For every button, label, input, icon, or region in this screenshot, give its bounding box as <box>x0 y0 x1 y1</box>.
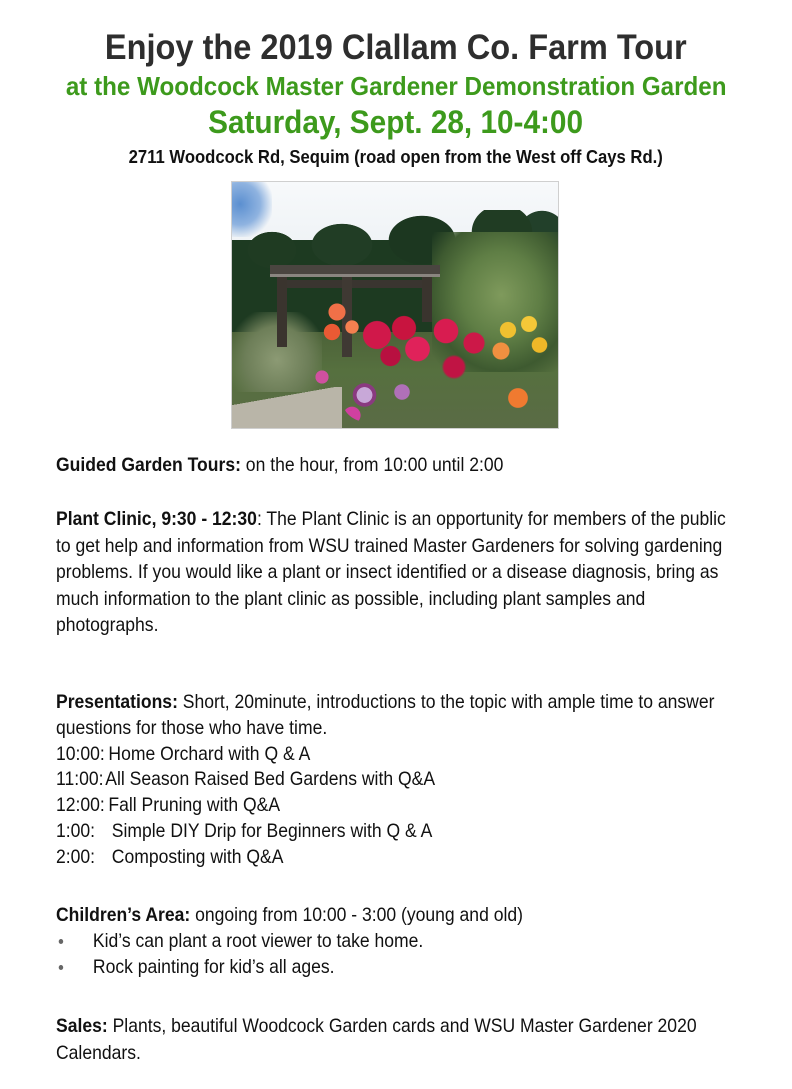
bullet-icon <box>59 965 64 970</box>
schedule-time: 12:00: <box>56 794 105 817</box>
garden-photo <box>231 181 559 429</box>
section-sales <box>56 1013 756 1066</box>
childrens-area-text: ongoing from 10:00 - 3:00 (young and old) <box>190 904 523 926</box>
schedule-topic: All Season Raised Bed Gardens with Q&A <box>105 768 436 791</box>
sales-text: Plants, beautiful Woodcock Garden cards and WSU Master Gardener 2020 Calendars. <box>56 1015 697 1064</box>
event-date-text: Saturday, Sept. 28, 10-4:00 <box>208 104 584 140</box>
event-address <box>0 146 792 168</box>
guided-tours-text: on the hour, from 10:00 until 2:00 <box>240 454 504 476</box>
schedule-time: 10:00: <box>56 742 105 765</box>
venue-subtitle-text: at the Woodcock Master Gardener Demonstration Garden <box>65 71 727 101</box>
section-childrens-area <box>56 902 756 980</box>
schedule-row <box>56 793 736 819</box>
schedule-row <box>56 767 736 793</box>
photo-yellow-dahlias <box>487 312 557 372</box>
event-title <box>0 28 792 68</box>
bullet-text: Kid’s can plant a root viewer to take home. <box>92 930 424 952</box>
schedule-time: 2:00: <box>56 845 96 868</box>
presentation-schedule <box>56 742 736 871</box>
plant-clinic-heading: Plant Clinic, 9:30 - 12:30 <box>56 508 257 530</box>
section-guided-tours <box>56 452 756 479</box>
photo-pergola-roof <box>270 265 440 277</box>
schedule-row <box>56 742 736 768</box>
bullet-item <box>56 954 736 980</box>
schedule-row <box>56 845 736 871</box>
section-plant-clinic <box>56 506 756 639</box>
presentations-heading: Presentations: <box>56 691 178 713</box>
photo-magenta-dahlia <box>307 362 337 392</box>
venue-subtitle <box>0 71 792 102</box>
plant-clinic-text: : The Plant Clinic is an opportunity for members of the public to get help and information from WSU trained Master Gardeners for solving gardening problems. If you would like a plant or insect identified or a disease diagnosis, bring as much information to the plant clinic as possible, including plant samples and photographs. <box>56 508 726 636</box>
photo-purple-dahlia <box>382 377 422 407</box>
bullet-text: Rock painting for kid’s all ages. <box>92 956 335 978</box>
bullet-icon <box>59 939 64 944</box>
sales-heading: Sales: <box>56 1015 108 1037</box>
schedule-time: 1:00: <box>56 819 96 842</box>
event-date <box>0 104 792 141</box>
photo-pergola-post <box>277 277 287 347</box>
schedule-topic: Fall Pruning with Q&A <box>108 794 281 817</box>
bullet-item <box>56 928 736 954</box>
photo-pergola-beam <box>282 280 432 288</box>
photo-gravel-path <box>232 387 342 428</box>
guided-tours-heading: Guided Garden Tours: <box>56 454 241 476</box>
section-presentations <box>56 690 756 871</box>
schedule-time: 11:00: <box>56 768 104 791</box>
schedule-topic: Home Orchard with Q & A <box>108 742 311 765</box>
childrens-area-heading: Children’s Area: <box>56 904 191 926</box>
schedule-row <box>56 819 736 845</box>
presentations-text: Short, 20minute, introductions to the topic with ample time to answer questions for those who have time. <box>56 691 715 739</box>
photo-orange-dahlias <box>317 297 367 347</box>
photo-orange-dahlia <box>502 382 542 422</box>
schedule-topic: Composting with Q&A <box>111 845 284 868</box>
event-title-text: Enjoy the 2019 Clallam Co. Farm Tour <box>105 28 687 67</box>
schedule-topic: Simple DIY Drip for Beginners with Q & A <box>111 819 433 842</box>
event-address-text: 2711 Woodcock Rd, Sequim (road open from the West off Cays Rd.) <box>128 146 664 167</box>
